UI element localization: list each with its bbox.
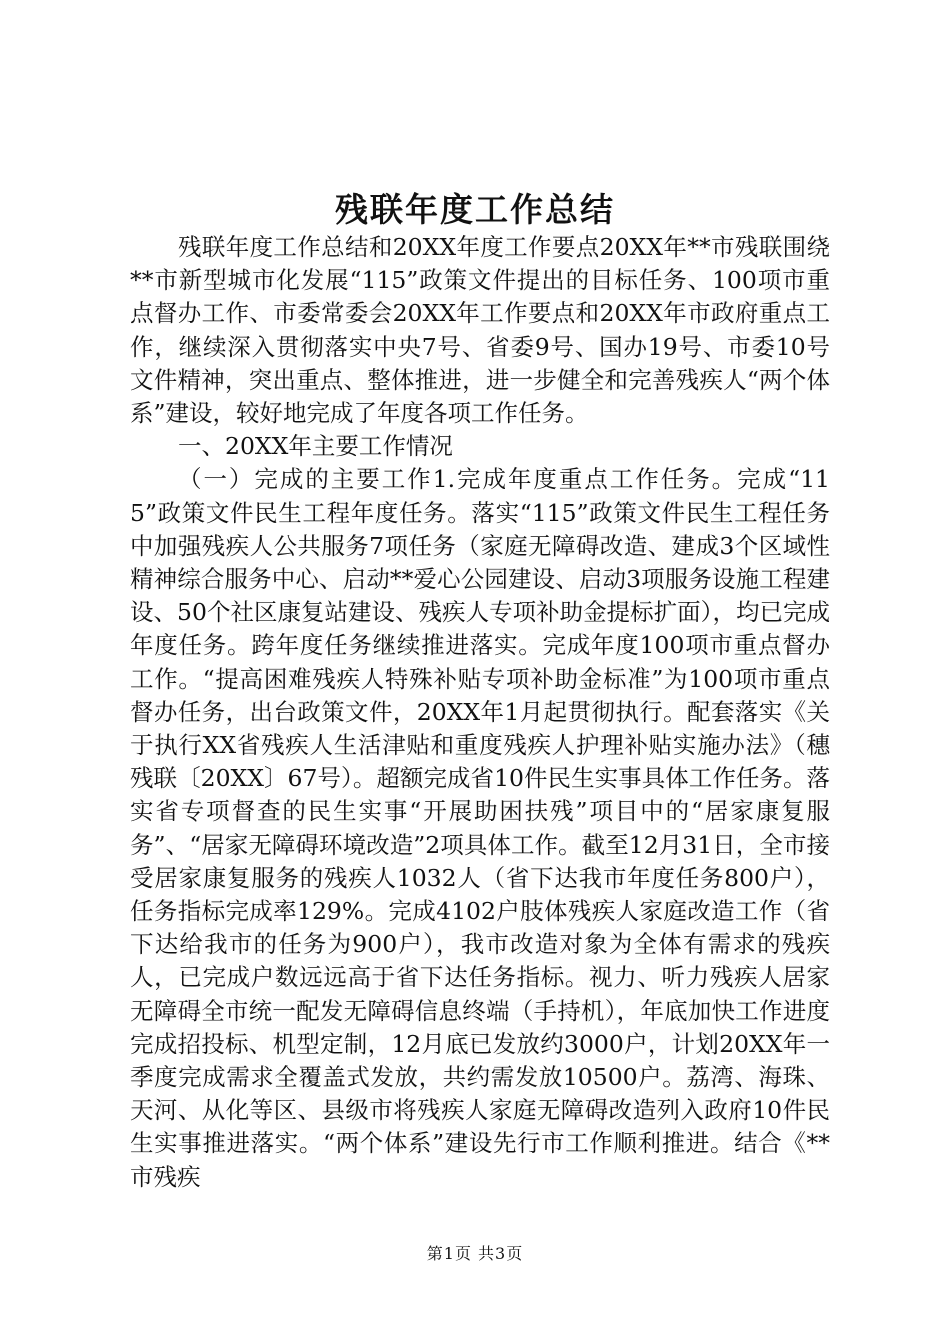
document-title: 残联年度工作总结 (335, 190, 615, 229)
page-footer: 第1页 共3页 (426, 1244, 524, 1263)
section-heading: 一、20XX年主要工作情况 (178, 432, 453, 461)
intro-paragraph: 残联年度工作总结和20XX年度工作要点20XX年**市残联围绕**市新型城市化发展“115”政策文件提出的目标任务、100项市重点督办工作、市委常委会20XX年工作要点和20XX年市政府重点工作，继续深入贯彻落实中央7号、省委9号、国办19号、市委10号文件精神，突出重点、整体推进，进一步健全和完善残疾人“两个体系”建设，较好地完成了年度各项工作任务。 (130, 233, 830, 428)
main-work-paragraph: （一）完成的主要工作1.完成年度重点工作任务。完成“115”政策文件民生工程年度任务。落实“115”政策文件民生工程任务中加强残疾人公共服务7项任务（家庭无障碍改造、建成3个区域性精神综合服务中心、启动**爱心公园建设、启动3项服务设施工程建设、50个社区康复站建设、残疾人专项补助金提标扩面），均已完成年度任务。跨年度任务继续推进落实。完成年度100项市重点督办工作。“提高困难残疾人特殊补贴专项补助金标准”为100项市重点督办任务，出台政策文件，20XX年1月起贯彻执行。配套落实《关于执行XX省残疾人生活津贴和重度残疾人护理补贴实施办法》（穗残联〔20XX〕67号）。超额完成省10件民生实事具体工作任务。落实省专项督查的民生实事“开展助困扶残”项目中的“居家康复服务”、“居家无障碍环境改造”2项具体工作。截至12月31日，全市接受居家康复服务的残疾人1032人（省下达我市年度任务800户），任务指标完成率129%。完成4102户肢体残疾人家庭改造工作（省下达给我市的任务为900户），我市改造对象为全体有需求的残疾人，已完成户数远远高于省下达任务指标。视力、听力残疾人居家无障碍全市统一配发无障碍信息终端（手持机），年底加快工作进度完成招投标、机型定制，12月底已发放约3000户，计划20XX年一季度完成需求全覆盖式发放，共约需发放10500户。荔湾、海珠、天河、从化等区、县级市将残疾人家庭无障碍改造列入政府10件民生实事推进落实。“两个体系”建设先行市工作顺利推进。结合《**市残疾 (130, 465, 830, 1191)
document-body (130, 231, 830, 1194)
